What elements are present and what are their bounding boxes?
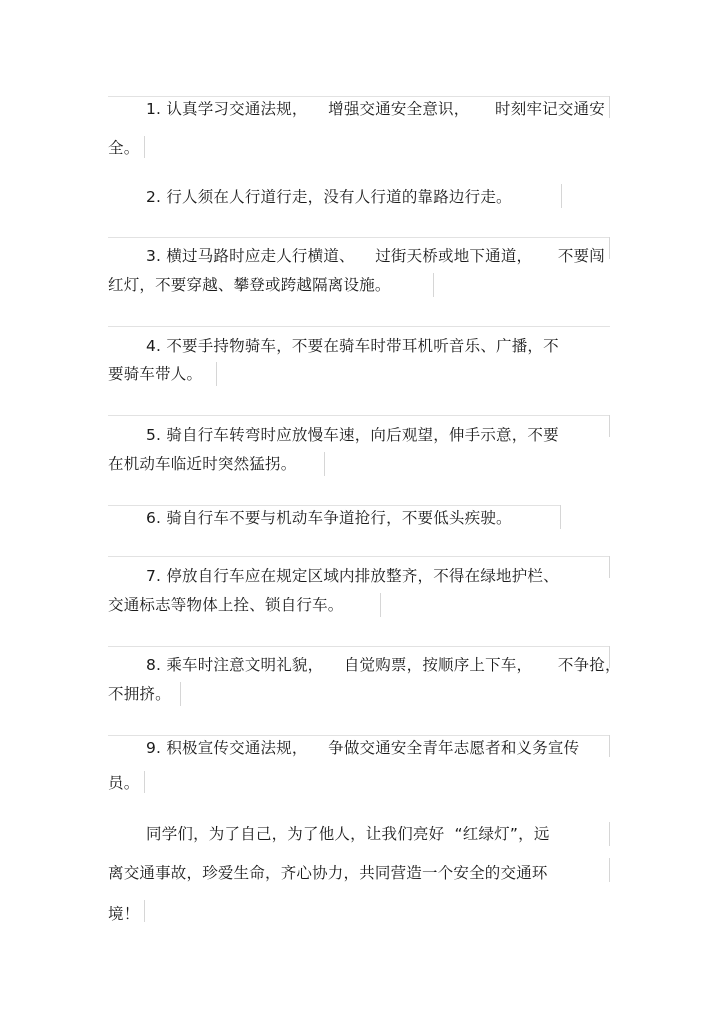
closing-line-1: 同学们，为了自己，为了他人，让我们亮好 “红绿灯”，远 [146,825,550,843]
rule-6-line-1: 6. 骑自行车不要与机动车争道抢行，不要低头疾驶。 [146,509,512,527]
rule-7-line-1: 7. 停放自行车应在规定区域内排放整齐，不得在绿地护栏、 [146,567,559,585]
frame-rule [609,822,610,846]
rule-3-line-1: 3. 横过马路时应走人行横道、 过街天桥或地下通道， 不要闯 [146,247,605,265]
frame-rule [433,273,434,297]
frame-rule [324,452,325,476]
frame-rule [108,415,610,416]
frame-rule [108,326,610,327]
frame-rule [180,682,181,706]
frame-rule [609,237,610,259]
frame-rule [609,96,610,118]
rule-9-line-1: 9. 积极宣传交通法规， 争做交通安全青年志愿者和义务宣传 [146,739,580,757]
frame-rule [609,858,610,882]
frame-rule [609,556,610,578]
frame-rule [609,735,610,757]
rule-9-line-2: 员。 [108,774,140,792]
rule-3-line-2: 红灯，不要穿越、攀登或跨越隔离设施。 [108,276,391,294]
frame-rule [561,184,562,208]
frame-rule [144,900,145,922]
closing-line-2: 离交通事故，珍爱生命，齐心协力，共同营造一个安全的交通环 [108,864,548,882]
frame-rule [144,771,145,793]
rule-1-line-1: 1. 认真学习交通法规， 增强交通安全意识， 时刻牢记交通安 [146,100,605,118]
frame-rule [108,556,610,557]
frame-rule [216,362,217,386]
rule-1-line-2: 全。 [108,139,140,157]
frame-rule [108,646,610,647]
closing-line-3: 境！ [108,905,140,923]
rule-8-line-2: 不拥挤。 [108,685,171,703]
rule-4-line-2: 要骑车带人。 [108,365,203,383]
frame-rule [144,136,145,158]
rule-4-line-1: 4. 不要手持物骑车，不要在骑车时带耳机听音乐、广播，不 [146,337,559,355]
frame-rule [609,415,610,437]
rule-8-line-1: 8. 乘车时注意文明礼貌， 自觉购票，按顺序上下车， 不争抢， [146,656,621,674]
rule-5-line-1: 5. 骑自行车转弯时应放慢车速，向后观望，伸手示意，不要 [146,426,559,444]
rule-2-line-1: 2. 行人须在人行道行走，没有人行道的靠路边行走。 [146,188,512,206]
frame-rule [380,593,381,617]
rule-7-line-2: 交通标志等物体上拴、锁自行车。 [108,596,344,614]
frame-rule [108,237,610,238]
rule-5-line-2: 在机动车临近时突然猛拐。 [108,455,297,473]
frame-rule [560,505,561,529]
